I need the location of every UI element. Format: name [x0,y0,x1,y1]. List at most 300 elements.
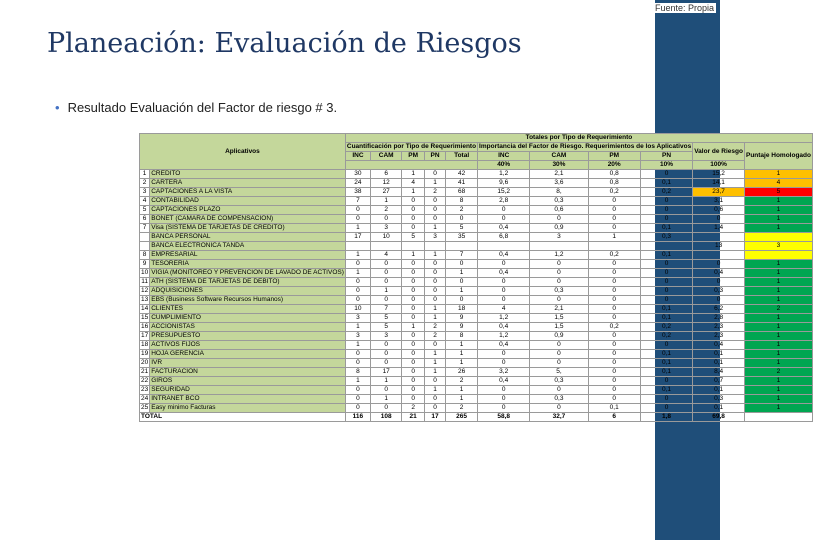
row-value: 5 [370,323,401,332]
row-value: 0 [446,296,478,305]
row-puntaje: 4 [744,179,812,188]
row-value: 8 [446,197,478,206]
row-value: 8 [446,332,478,341]
row-app-name: HOJA GERENCIA [150,350,346,359]
row-value: 0 [640,278,692,287]
weight-cell: 100% [693,161,745,170]
total-value: 108 [370,413,401,422]
row-value: 0,2 [588,188,640,197]
row-value: 0,1 [640,386,692,395]
row-puntaje: 1 [744,314,812,323]
row-value: 0 [424,296,445,305]
table-row [140,224,813,233]
row-app-name: CARTERA [150,179,346,188]
row-value: 1 [345,269,370,278]
row-index: 2 [140,179,150,188]
table-row [140,287,813,296]
row-index: 4 [140,197,150,206]
row-index: 14 [141,305,149,313]
row-value: 3 [370,332,401,341]
row-app-name: CREDITO [150,170,346,179]
row-value: 4 [370,251,401,260]
row-app-name: ATH (SISTEMA DE TARJETAS DE DEBITO) [150,278,346,287]
row-value: 0 [478,404,530,413]
row-value: 3,2 [478,368,530,377]
row-value: 1 [588,233,640,242]
row-value: 1 [345,323,370,332]
row-value: 4 [478,305,530,314]
row-value: 0 [530,341,588,350]
row-value: 0,3 [530,287,588,296]
row-app-name: Easy minimo Facturas [150,404,346,413]
table-row [140,179,813,188]
row-value: 2 [424,323,445,332]
row-value: 2,3 [693,332,745,341]
row-value: 0 [588,350,640,359]
row-value: 0 [345,404,370,413]
row-value: 0 [640,377,692,386]
row-puntaje: 1 [744,332,812,341]
row-value: 1 [370,287,401,296]
row-index: 17 [141,332,149,340]
table-row [140,242,813,251]
row-value: 1 [446,386,478,395]
row-puntaje: 5 [744,188,812,197]
row-value: 0 [370,386,401,395]
row-value: 1 [446,395,478,404]
row-value: 0,6 [693,206,745,215]
row-value: 1 [424,224,445,233]
row-value: 0,4 [478,269,530,278]
row-value: 0,4 [693,269,745,278]
row-value: 2,3 [693,323,745,332]
row-value: 7 [446,251,478,260]
row-value: 0 [402,197,425,206]
row-value: 1 [370,197,401,206]
row-value: 0 [640,287,692,296]
row-value: 0 [640,197,692,206]
row-puntaje: 1 [744,296,812,305]
row-value: 1 [402,170,425,179]
row-value: 0 [478,215,530,224]
row-index: 9 [140,260,150,269]
row-index: 22 [141,377,149,385]
row-value: 1 [446,269,478,278]
row-value [446,242,478,251]
row-value: 3 [345,314,370,323]
row-value [640,242,692,251]
row-value: 0 [588,215,640,224]
row-value: 0,4 [693,341,745,350]
row-app-name: FACTURACION [150,368,346,377]
row-app-name: CLIENTES [150,305,346,314]
row-value: 0 [588,341,640,350]
row-value: 2 [370,206,401,215]
row-value: 0 [345,278,370,287]
row-value: 0 [402,287,425,296]
row-value: 0 [345,350,370,359]
row-index [140,233,150,242]
row-index: 18 [141,341,149,349]
row-value: 3,1 [693,197,745,206]
row-value: 8,4 [693,368,745,377]
row-value: 2,8 [693,314,745,323]
row-index: 8 [140,251,150,260]
row-value: 0,3 [530,197,588,206]
row-value: 0 [478,359,530,368]
row-app-name: ADQUISICIONES [150,287,346,296]
row-value: 1 [446,350,478,359]
row-value: 68 [446,188,478,197]
row-value: 0 [478,395,530,404]
row-app-name: BANCA PERSONAL [150,233,346,242]
table-row [140,296,813,305]
row-puntaje: 1 [744,377,812,386]
row-value: 0 [478,386,530,395]
row-value: 0,4 [478,341,530,350]
row-index: 23 [141,386,149,394]
row-value [402,242,425,251]
total-puntaje [744,413,812,422]
table-row [140,386,813,395]
row-puntaje: 1 [744,395,812,404]
source-note: Fuente: Propia [654,3,714,13]
total-value: 17 [424,413,445,422]
row-value: 0 [530,215,588,224]
row-value: 0 [402,359,425,368]
row-value: 3 [530,233,588,242]
col-importancia: Importancia del Factor de Riesgo. Requerimientos de los Aplicativos [479,143,692,151]
row-value: 1 [345,341,370,350]
row-value: 0 [402,305,425,314]
row-value: 0 [424,269,445,278]
row-value: 0 [402,296,425,305]
subheader-cell: INC [345,152,370,161]
row-value: 0 [640,296,692,305]
row-value: 0 [424,215,445,224]
col-puntaje: Puntaje Homologado [744,143,812,170]
row-value: 0 [402,377,425,386]
row-value [588,242,640,251]
row-value [370,242,401,251]
table-row [140,278,813,287]
row-value: 0,7 [693,377,745,386]
group-title: Totales por Tipo de Requerimiento [345,134,812,143]
row-index: 12 [141,287,149,295]
row-value: 5 [446,224,478,233]
row-index: 3 [140,188,150,197]
subheader-cell: INC [478,152,530,161]
row-value: 0 [640,269,692,278]
row-value: 0 [402,224,425,233]
row-app-name: BANCA ELECTRONICA TANDA [150,242,346,251]
row-index: 10 [141,269,149,277]
table-row [140,332,813,341]
row-value: 0 [370,260,401,269]
row-value: 0 [402,350,425,359]
weights-spacer [345,161,477,170]
row-value: 0,9 [530,332,588,341]
row-value: 6,8 [478,233,530,242]
row-value: 35 [446,233,478,242]
row-index: 5 [140,206,150,215]
row-value: 1 [424,368,445,377]
row-value: 1,5 [530,323,588,332]
row-value: 42 [446,170,478,179]
row-value: 0,4 [478,224,530,233]
row-value: 0,1 [588,404,640,413]
table-row [140,377,813,386]
row-value: 0 [402,215,425,224]
row-value: 0 [402,314,425,323]
row-value: 2,1 [530,305,588,314]
row-value: 0,1 [640,305,692,314]
row-value: 0 [588,224,640,233]
row-value: 0 [588,197,640,206]
row-puntaje: 1 [744,359,812,368]
row-value: 0,6 [530,206,588,215]
row-value: 10 [370,233,401,242]
row-puntaje: 1 [744,260,812,269]
table-row [140,350,813,359]
row-value: 0 [478,260,530,269]
row-value: 17 [370,368,401,377]
row-app-name: ACCIONISTAS [150,323,346,332]
row-value: 1 [424,179,445,188]
row-value [693,233,745,242]
row-value: 0,4 [478,323,530,332]
row-value: 0 [478,350,530,359]
row-index: 11 [141,278,148,286]
row-value: 0 [424,260,445,269]
slide-title: Planeación: Evaluación de Riesgos [47,28,522,59]
bullet-text: Resultado Evaluación del Factor de riesgo # 3. [67,100,338,115]
row-value: 0 [530,278,588,287]
weight-cell: 30% [530,161,588,170]
table-row [140,206,813,215]
row-value: 9 [446,323,478,332]
table-row [140,368,813,377]
row-value [693,251,745,260]
row-value: 6,2 [693,305,745,314]
row-value: 0 [588,260,640,269]
row-value: 0 [588,296,640,305]
subheader-cell: PM [402,152,425,161]
row-value: 0,9 [530,224,588,233]
row-app-name: CAPTACIONES A LA VISTA [150,188,346,197]
row-value: 0 [588,278,640,287]
row-puntaje: 1 [744,197,812,206]
row-value: 0 [478,278,530,287]
risk-table [139,133,813,422]
row-value: 5 [370,314,401,323]
row-value: 1,4 [693,224,745,233]
row-value: 0,3 [693,287,745,296]
row-index: 1 [140,170,150,179]
row-puntaje: 1 [744,269,812,278]
row-value: 1 [424,305,445,314]
row-value: 0 [640,341,692,350]
row-value: 0 [345,215,370,224]
risk-table-container [139,133,811,508]
row-index [140,242,150,251]
row-value: 1 [424,251,445,260]
row-value: 0 [693,278,745,287]
row-value: 0 [588,305,640,314]
table-row [140,233,813,242]
row-value: 3 [345,332,370,341]
row-value: 17 [345,233,370,242]
row-index: 16 [141,323,149,331]
row-value: 2 [446,206,478,215]
total-value: 1,8 [640,413,692,422]
table-body [140,170,813,422]
row-app-name: CAPTACIONES PLAZO [150,206,346,215]
row-value: 0 [402,395,425,404]
table-row [140,260,813,269]
row-value: 0 [588,377,640,386]
weight-cell: 10% [640,161,692,170]
row-app-name: CONTABILIDAD [150,197,346,206]
col-cuantificacion: Cuantificación por Tipo de Requerimiento [346,143,477,151]
row-value: 0 [345,359,370,368]
row-value: 0 [402,260,425,269]
row-index: 21 [141,368,149,376]
weight-cell: 20% [588,161,640,170]
row-value: 0 [424,206,445,215]
row-value: 5, [530,368,588,377]
row-value: 0 [588,287,640,296]
row-value: 1 [402,188,425,197]
row-value: 24 [345,179,370,188]
row-value: 0,1 [640,224,692,233]
row-value: 0,2 [588,323,640,332]
row-value: 0 [370,269,401,278]
row-value: 0,1 [693,359,745,368]
row-value: 1 [446,287,478,296]
row-value: 0,2 [640,332,692,341]
row-value: 0,1 [640,350,692,359]
row-value: 5 [402,233,425,242]
row-app-name: INTRANET BCO [150,395,346,404]
row-value: 0 [640,260,692,269]
row-value: 14,1 [693,179,745,188]
total-value: 265 [446,413,478,422]
row-value: 0 [530,260,588,269]
row-index: 19 [141,350,149,358]
row-puntaje [744,251,812,260]
row-app-name: IVR [150,359,346,368]
row-value: 0 [370,341,401,350]
row-index: 7 [140,224,150,233]
total-value: 69,8 [693,413,745,422]
row-value: 0 [588,395,640,404]
row-value: 0 [588,359,640,368]
row-value: 0 [345,287,370,296]
row-value: 0 [588,314,640,323]
row-value: 3 [424,233,445,242]
row-value: 0 [370,278,401,287]
row-value: 0 [345,296,370,305]
row-value: 0,1 [640,251,692,260]
row-value: 2 [446,404,478,413]
row-puntaje: 1 [744,350,812,359]
row-value: 0 [402,368,425,377]
table-row [140,395,813,404]
row-index: 6 [140,215,150,224]
row-value [478,242,530,251]
row-value: 0 [345,260,370,269]
row-value: 0,4 [478,377,530,386]
row-puntaje: 1 [744,170,812,179]
row-value: 0,8 [588,170,640,179]
row-value: 0 [370,215,401,224]
row-app-name: Visa (SISTEMA DE TARJETAS DE CREDITO) [150,224,346,233]
row-value: 2 [424,188,445,197]
row-index: 24 [141,395,149,403]
row-value: 8, [530,188,588,197]
row-value: 0 [345,206,370,215]
row-value: 38 [345,188,370,197]
row-value: 0 [640,170,692,179]
row-value: 1 [446,359,478,368]
table-row [140,170,813,179]
row-value: 2 [424,332,445,341]
row-value: 0 [693,260,745,269]
row-value: 0 [370,404,401,413]
row-value: 0,1 [693,386,745,395]
row-value: 0 [530,269,588,278]
row-value: 0 [530,404,588,413]
row-value: 10 [345,305,370,314]
row-value: 0 [588,332,640,341]
row-value: 0,3 [530,395,588,404]
row-app-name: GIROS [150,377,346,386]
row-puntaje [744,233,812,242]
row-value: 0 [424,395,445,404]
row-app-name: TESORERIA [150,260,346,269]
row-value: 0 [588,386,640,395]
row-app-name: ACTIVOS FIJOS [150,341,346,350]
row-value: 0,8 [588,179,640,188]
row-value: 0 [424,377,445,386]
table-row [140,197,813,206]
row-value: 1 [424,314,445,323]
row-puntaje: 2 [744,368,812,377]
table-row [140,314,813,323]
row-value: 27 [370,188,401,197]
row-value: 2 [446,377,478,386]
row-value: 0 [345,386,370,395]
row-value: 0 [424,287,445,296]
row-value: 0,3 [640,233,692,242]
row-value: 1 [402,251,425,260]
row-value: 9,6 [478,179,530,188]
row-value: 0 [588,269,640,278]
row-value: 0 [424,278,445,287]
row-puntaje: 1 [744,215,812,224]
row-value: 0 [693,296,745,305]
row-value: 23,7 [693,188,745,197]
row-index: 15 [141,314,149,322]
total-row [140,413,813,422]
row-app-name: EBS (Business Software Recursos Humanos) [150,296,346,305]
row-value: 15,2 [693,170,745,179]
row-puntaje: 1 [744,224,812,233]
table-row [140,251,813,260]
row-value: 6 [370,170,401,179]
row-value: 26 [446,368,478,377]
